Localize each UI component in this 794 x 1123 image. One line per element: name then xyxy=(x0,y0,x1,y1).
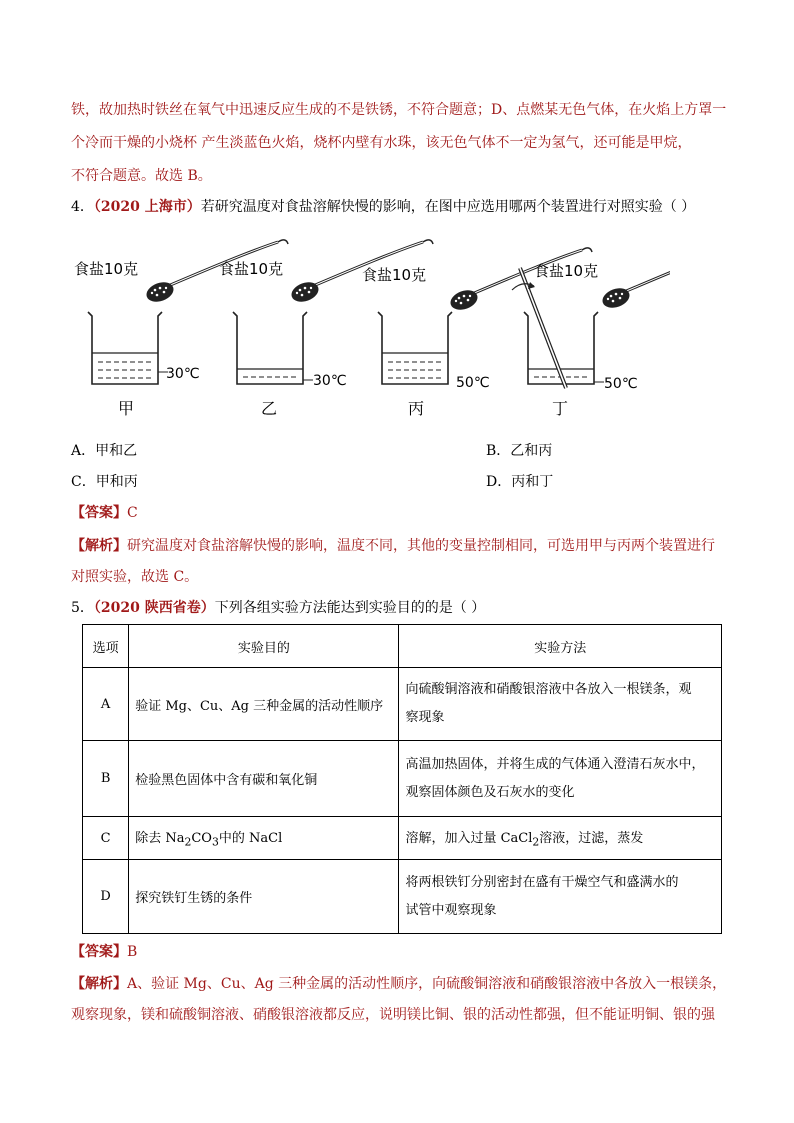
q5-analysis-text-1: A、验证 Mg、Cu、Ag 三种金属的活动性顺序，向硫酸铜溶液和硝酸银溶液中各放入一根镁条， xyxy=(127,976,727,992)
row-d-method-line-1: 将两根铁钉分别密封在盛有干燥空气和盛满水的 xyxy=(405,874,679,890)
q4-stem-text: 若研究温度对食盐溶解快慢的影响，在图中应选用哪两个装置进行对照实验（ ） xyxy=(200,199,696,215)
q5-answer-value: B xyxy=(127,944,138,960)
q4-number: 4． xyxy=(71,199,94,215)
temp-jia: 30℃ xyxy=(166,366,200,382)
spoon-label-jia: 食盐10克 xyxy=(74,260,139,278)
q4-option-b: B．乙和丙 xyxy=(486,443,553,459)
analysis-continuation-line-1: 铁，故加热时铁丝在氧气中迅速反应生成的不是铁锈，不符合题意；D、点燃某无色气体，在火焰上方罩一 xyxy=(71,102,727,118)
analysis-continuation-line-3: 不符合题意。故选 B。 xyxy=(71,168,212,184)
q4-analysis-tag: 【解析】 xyxy=(71,538,127,554)
q5-answer-tag: 【答案】 xyxy=(71,944,127,960)
q5-number: 5． xyxy=(71,600,94,616)
row-b-method-line-2: 观察固体颜色及石灰水的变化 xyxy=(405,784,575,800)
q4-answer-value: C xyxy=(127,505,138,521)
label-yi: 乙 xyxy=(261,399,278,418)
q5-answer xyxy=(71,942,734,962)
label-ding: 丁 xyxy=(552,399,569,418)
q4-figure xyxy=(70,232,670,422)
q5-stem-text: 下列各组实验方法能达到实验目的的是（ ） xyxy=(214,600,486,616)
q4-answer-tag: 【答案】 xyxy=(71,505,127,521)
table-row xyxy=(83,741,722,817)
row-b-purpose: 检验黑色固体中含有碳和氧化铜 xyxy=(129,741,399,817)
row-c-option: C xyxy=(83,817,129,860)
row-d-purpose: 探究铁钉生锈的条件 xyxy=(129,860,399,934)
table-row xyxy=(83,817,722,860)
row-b-method-line-1: 高温加热固体，并将生成的气体通入澄清石灰水中， xyxy=(405,756,705,772)
row-d-method-line-2: 试管中观察现象 xyxy=(405,902,497,918)
row-a-option: A xyxy=(83,668,129,741)
spoon-label-ding: 食盐10克 xyxy=(534,262,599,280)
analysis-continuation-line-2: 个冷而干燥的小烧杯 产生淡蓝色火焰，烧杯内壁有水珠，该无色气体不一定为氢气，还可能是甲烷， xyxy=(71,135,692,151)
temp-ding: 50℃ xyxy=(604,376,638,392)
header-option: 选项 xyxy=(83,625,129,668)
header-method: 实验方法 xyxy=(399,625,722,668)
q4-stem xyxy=(71,197,734,217)
q4-source: （2020 上海市） xyxy=(93,199,201,215)
row-b-option: B xyxy=(83,741,129,817)
q4-answer xyxy=(71,503,734,523)
q4-analysis-line-1 xyxy=(71,536,734,556)
row-d-method xyxy=(399,860,722,934)
row-c-method: 溶解，加入过量 CaCl$_2$溶液，过滤，蒸发 xyxy=(399,817,722,860)
row-a-method xyxy=(399,668,722,741)
q4-option-a: A．甲和乙 xyxy=(71,443,138,459)
row-a-method-line-1: 向硫酸铜溶液和硝酸银溶液中各放入一根镁条，观 xyxy=(405,682,692,697)
row-a-purpose: 验证 Mg、Cu、Ag 三种金属的活动性顺序 xyxy=(129,668,399,741)
temp-bing: 50℃ xyxy=(456,375,490,391)
spoon-label-bing: 食盐10克 xyxy=(362,266,427,284)
table-header-row xyxy=(83,625,722,668)
q5-analysis-tag: 【解析】 xyxy=(71,976,127,992)
q5-stem xyxy=(71,598,734,618)
spoon-label-yi: 食盐10克 xyxy=(219,260,284,278)
row-a-method-line-2: 察现象 xyxy=(405,710,445,725)
q5-table xyxy=(82,624,722,934)
q4-analysis-line-2: 对照实验，故选 C。 xyxy=(71,569,199,585)
q5-source: （2020 陕西省卷） xyxy=(93,600,215,616)
stirring-rod-icon xyxy=(512,268,566,388)
row-b-method xyxy=(399,741,722,817)
q4-option-c: C．甲和丙 xyxy=(71,474,138,490)
row-c-purpose: 除去 $Na_2CO_3$中的 NaCl xyxy=(129,817,399,860)
label-jia: 甲 xyxy=(118,399,135,418)
q4-analysis-text-1: 研究温度对食盐溶解快慢的影响，温度不同，其他的变量控制相同，可选用甲与丙两个装置进行 xyxy=(127,538,715,554)
header-purpose: 实验目的 xyxy=(129,625,399,668)
table-row xyxy=(83,860,722,934)
q4-option-d: D．丙和丁 xyxy=(486,474,554,490)
label-bing: 丙 xyxy=(408,399,425,418)
q5-analysis-line-2: 观察现象，镁和硫酸铜溶液、硝酸银溶液都反应，说明镁比铜、银的活动性都强，但不能证明铜、银的强 xyxy=(71,1007,715,1023)
table-row xyxy=(83,668,722,741)
row-d-option: D xyxy=(83,860,129,934)
temp-yi: 30℃ xyxy=(313,373,347,389)
q5-analysis-line-1 xyxy=(71,974,734,994)
beaker-ding xyxy=(512,246,670,418)
